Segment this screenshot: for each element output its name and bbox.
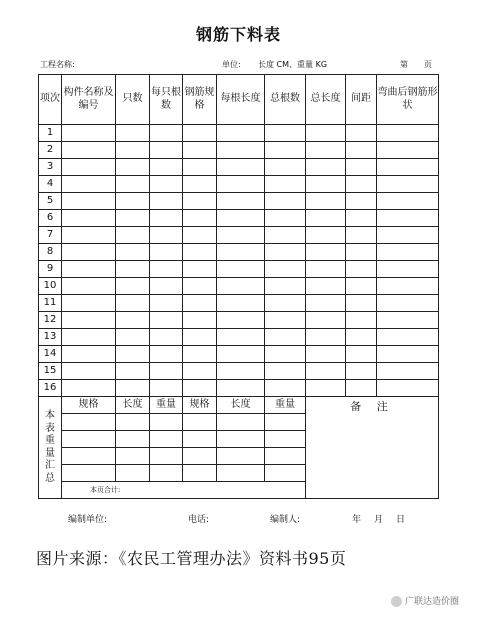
summary-header-row: [39, 397, 439, 414]
table-cell: [183, 278, 217, 295]
table-cell: [346, 193, 377, 210]
table-cell: [377, 329, 439, 346]
table-cell: [62, 210, 116, 227]
table-cell: [217, 176, 265, 193]
table-cell: [116, 125, 150, 142]
table-row: [39, 278, 439, 295]
table-cell: [183, 363, 217, 380]
table-cell: [116, 278, 150, 295]
footer-year: 年: [352, 515, 362, 525]
table-cell: [265, 346, 306, 363]
row-number: 6: [39, 210, 62, 227]
table-cell: [265, 295, 306, 312]
table-cell: [265, 312, 306, 329]
watermark: [391, 594, 459, 607]
summary-col-length-1: 长度: [116, 397, 150, 414]
table-cell: [62, 278, 116, 295]
header-member-name: 构件名称及编号: [62, 75, 116, 125]
table-cell: [306, 159, 346, 176]
header-spacing: 间距: [346, 75, 377, 125]
summary-col-weight-1: 重量: [150, 397, 183, 414]
summary-side-label: [39, 397, 62, 499]
table-cell: [346, 176, 377, 193]
summary-col-weight-2: 重量: [265, 397, 306, 414]
table-row: [39, 210, 439, 227]
table-cell: [306, 210, 346, 227]
table-cell: [377, 244, 439, 261]
table-cell: [306, 329, 346, 346]
table-cell: [116, 159, 150, 176]
table-cell: [217, 363, 265, 380]
rebar-cutting-table: [38, 74, 439, 499]
table-row: [39, 142, 439, 159]
table-cell: [377, 227, 439, 244]
page-suffix: 页: [424, 60, 432, 69]
table-cell: [346, 380, 377, 397]
remarks-cell: 备 注: [306, 397, 439, 499]
table-cell: [150, 312, 183, 329]
table-cell: [265, 227, 306, 244]
table-cell: [377, 380, 439, 397]
table-cell: [346, 312, 377, 329]
table-cell: [183, 159, 217, 176]
table-cell: [150, 363, 183, 380]
row-number: 14: [39, 346, 62, 363]
table-cell: [377, 176, 439, 193]
table-cell: [217, 261, 265, 278]
table-cell: [116, 312, 150, 329]
table-cell: [62, 125, 116, 142]
table-cell: [183, 193, 217, 210]
table-cell: [377, 346, 439, 363]
table-row: [39, 329, 439, 346]
header-pieces: 只数: [116, 75, 150, 125]
table-row: [39, 346, 439, 363]
table-header-row: [39, 75, 439, 125]
table-cell: [217, 312, 265, 329]
table-cell: [217, 125, 265, 142]
table-cell: [265, 125, 306, 142]
table-row: [39, 227, 439, 244]
table-cell: [150, 346, 183, 363]
table-cell: [377, 261, 439, 278]
table-cell: [150, 261, 183, 278]
table-cell: [306, 193, 346, 210]
table-row: [39, 312, 439, 329]
watermark-text: 广联达造价圈: [404, 597, 459, 607]
table-cell: [346, 346, 377, 363]
table-cell: [217, 278, 265, 295]
table-row: [39, 159, 439, 176]
table-cell: [377, 278, 439, 295]
table-cell: [217, 210, 265, 227]
table-cell: [116, 193, 150, 210]
page-total-label: 本页合计:: [62, 482, 306, 499]
footer-phone-label: 电话:: [188, 515, 210, 525]
row-number: 12: [39, 312, 62, 329]
table-cell: [377, 193, 439, 210]
table-row: [39, 261, 439, 278]
table-cell: [183, 329, 217, 346]
table-cell: [62, 227, 116, 244]
table-cell: [116, 227, 150, 244]
table-cell: [217, 329, 265, 346]
table-row: [39, 380, 439, 397]
table-cell: [265, 159, 306, 176]
header-bars-per-piece: 每只根数: [150, 75, 183, 125]
table-cell: [62, 159, 116, 176]
table-cell: [183, 261, 217, 278]
row-number: 9: [39, 261, 62, 278]
row-number: 7: [39, 227, 62, 244]
header-rebar-spec: 钢筋规格: [183, 75, 217, 125]
table-cell: [265, 278, 306, 295]
unit-label: 单位:: [222, 60, 241, 69]
table-cell: [306, 125, 346, 142]
row-number: 5: [39, 193, 62, 210]
table-cell: [183, 312, 217, 329]
row-number: 1: [39, 125, 62, 142]
table-cell: [150, 125, 183, 142]
table-cell: [377, 295, 439, 312]
table-cell: [62, 329, 116, 346]
table-row: [39, 363, 439, 380]
table-cell: [346, 363, 377, 380]
table-row: [39, 193, 439, 210]
row-number: 15: [39, 363, 62, 380]
table-cell: [183, 210, 217, 227]
table-cell: [217, 380, 265, 397]
table-cell: [265, 363, 306, 380]
table-cell: [346, 244, 377, 261]
table-cell: [150, 244, 183, 261]
table-cell: [265, 261, 306, 278]
table-cell: [116, 261, 150, 278]
row-number: 10: [39, 278, 62, 295]
table-cell: [183, 380, 217, 397]
table-cell: [306, 363, 346, 380]
table-cell: [183, 227, 217, 244]
table-cell: [116, 295, 150, 312]
table-cell: [116, 210, 150, 227]
table-cell: [150, 193, 183, 210]
table-cell: [116, 142, 150, 159]
table-cell: [150, 295, 183, 312]
table-cell: [116, 380, 150, 397]
table-cell: [217, 346, 265, 363]
row-number: 2: [39, 142, 62, 159]
table-cell: [62, 295, 116, 312]
table-cell: [265, 176, 306, 193]
footer-unit-label: 编制单位:: [68, 515, 108, 525]
summary-col-length-2: 长度: [217, 397, 265, 414]
header-total-length: 总长度: [306, 75, 346, 125]
table-cell: [62, 244, 116, 261]
table-cell: [377, 363, 439, 380]
wechat-icon: [391, 596, 402, 607]
table-cell: [183, 142, 217, 159]
table-cell: [116, 176, 150, 193]
table-cell: [377, 142, 439, 159]
table-cell: [62, 176, 116, 193]
table-cell: [306, 346, 346, 363]
row-number: 3: [39, 159, 62, 176]
row-number: 8: [39, 244, 62, 261]
table-cell: [306, 227, 346, 244]
table-cell: [116, 346, 150, 363]
unit-value: 长度 CM、重量 KG: [258, 60, 328, 69]
table-cell: [150, 329, 183, 346]
table-cell: [265, 380, 306, 397]
row-number: 16: [39, 380, 62, 397]
table-cell: [377, 312, 439, 329]
table-cell: [150, 210, 183, 227]
table-cell: [306, 312, 346, 329]
row-number: 4: [39, 176, 62, 193]
table-cell: [62, 261, 116, 278]
footer-author-label: 编制人:: [270, 515, 301, 525]
table-cell: [116, 329, 150, 346]
table-cell: [150, 278, 183, 295]
table-cell: [346, 159, 377, 176]
table-cell: [346, 295, 377, 312]
table-cell: [183, 346, 217, 363]
header-item-no: 项次: [39, 75, 62, 125]
table-cell: [217, 227, 265, 244]
table-cell: [183, 295, 217, 312]
summary-col-spec-2: 规格: [183, 397, 217, 414]
header-length-per-bar: 每根长度: [217, 75, 265, 125]
table-cell: [183, 244, 217, 261]
table-cell: [265, 210, 306, 227]
table-cell: [62, 312, 116, 329]
row-number: 11: [39, 295, 62, 312]
table-cell: [217, 193, 265, 210]
table-cell: [346, 329, 377, 346]
table-row: [39, 244, 439, 261]
page-prefix: 第: [400, 60, 408, 69]
footer-day: 日: [396, 515, 406, 525]
table-cell: [150, 380, 183, 397]
table-cell: [150, 142, 183, 159]
footer-month: 月: [374, 515, 384, 525]
table-cell: [346, 210, 377, 227]
table-cell: [217, 142, 265, 159]
table-cell: [183, 125, 217, 142]
table-cell: [62, 193, 116, 210]
image-source-caption: 图片来源：《农民工管理办法》资料书95页: [36, 549, 347, 568]
table-cell: [217, 159, 265, 176]
summary-col-spec-1: 规格: [62, 397, 116, 414]
table-cell: [62, 380, 116, 397]
header-total-bars: 总根数: [265, 75, 306, 125]
table-cell: [217, 295, 265, 312]
table-cell: [306, 295, 346, 312]
project-name-label: 工程名称:: [40, 60, 75, 69]
table-cell: [265, 244, 306, 261]
table-cell: [265, 142, 306, 159]
row-number: 13: [39, 329, 62, 346]
table-cell: [377, 159, 439, 176]
table-cell: [306, 176, 346, 193]
table-cell: [306, 261, 346, 278]
header-bent-shape: 弯曲后钢筋形状: [377, 75, 439, 125]
table-cell: [346, 142, 377, 159]
table-cell: [306, 142, 346, 159]
table-cell: [183, 176, 217, 193]
table-cell: [62, 363, 116, 380]
table-cell: [62, 346, 116, 363]
table-cell: [377, 210, 439, 227]
table-cell: [150, 159, 183, 176]
table-row: [39, 176, 439, 193]
table-cell: [346, 227, 377, 244]
table-cell: [306, 380, 346, 397]
table-cell: [306, 244, 346, 261]
table-cell: [217, 244, 265, 261]
table-row: [39, 125, 439, 142]
table-cell: [116, 363, 150, 380]
form-title: 钢筋下料表: [195, 25, 281, 44]
table-cell: [306, 278, 346, 295]
table-cell: [265, 329, 306, 346]
table-cell: [62, 142, 116, 159]
table-cell: [116, 244, 150, 261]
summary-side-label-text: 本 表 重 量 汇 总: [45, 410, 55, 484]
table-cell: [346, 125, 377, 142]
table-cell: [150, 176, 183, 193]
table-cell: [265, 193, 306, 210]
table-cell: [346, 261, 377, 278]
table-cell: [150, 227, 183, 244]
table-row: [39, 295, 439, 312]
table-cell: [377, 125, 439, 142]
table-cell: [346, 278, 377, 295]
